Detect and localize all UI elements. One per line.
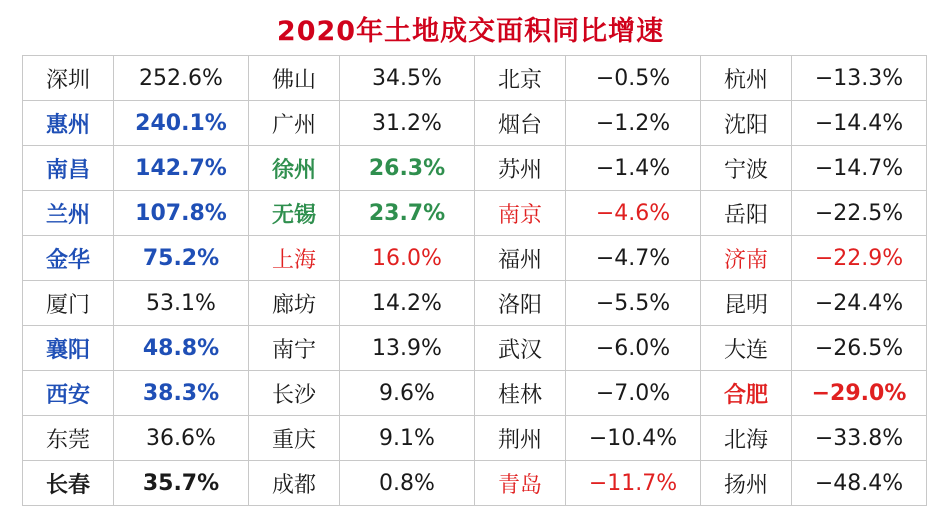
cell-growth-value: −22.5%	[792, 191, 927, 236]
cell-growth-value: −14.4%	[792, 101, 927, 146]
cell-growth-value: 142.7%	[114, 146, 249, 191]
cell-city: 东莞	[23, 416, 114, 461]
cell-growth-value: −33.8%	[792, 416, 927, 461]
cell-city: 北海	[701, 416, 792, 461]
cell-city: 武汉	[475, 326, 566, 371]
cell-city: 杭州	[701, 56, 792, 101]
table-row	[23, 236, 927, 281]
cell-city: 大连	[701, 326, 792, 371]
cell-city: 廊坊	[249, 281, 340, 326]
cell-city: 宁波	[701, 146, 792, 191]
cell-growth-value: −29.0%	[792, 371, 927, 416]
cell-growth-value: 0.8%	[340, 461, 475, 506]
table-row	[23, 281, 927, 326]
cell-city: 烟台	[475, 101, 566, 146]
cell-city: 广州	[249, 101, 340, 146]
cell-city: 苏州	[475, 146, 566, 191]
cell-city: 岳阳	[701, 191, 792, 236]
table-row	[23, 191, 927, 236]
cell-growth-value: 38.3%	[114, 371, 249, 416]
cell-city: 南宁	[249, 326, 340, 371]
cell-growth-value: 9.1%	[340, 416, 475, 461]
cell-growth-value: −48.4%	[792, 461, 927, 506]
cell-city: 扬州	[701, 461, 792, 506]
cell-city: 南昌	[23, 146, 114, 191]
cell-growth-value: 53.1%	[114, 281, 249, 326]
cell-city: 南京	[475, 191, 566, 236]
table-body	[23, 56, 927, 506]
cell-city: 合肥	[701, 371, 792, 416]
table-row	[23, 56, 927, 101]
cell-city: 洛阳	[475, 281, 566, 326]
cell-growth-value: −4.6%	[566, 191, 701, 236]
cell-city: 厦门	[23, 281, 114, 326]
cell-city: 长沙	[249, 371, 340, 416]
cell-city: 济南	[701, 236, 792, 281]
cell-growth-value: −1.2%	[566, 101, 701, 146]
cell-growth-value: 9.6%	[340, 371, 475, 416]
table-row	[23, 101, 927, 146]
cell-city: 荆州	[475, 416, 566, 461]
cell-growth-value: −22.9%	[792, 236, 927, 281]
cell-city: 福州	[475, 236, 566, 281]
table-row	[23, 326, 927, 371]
cell-growth-value: 35.7%	[114, 461, 249, 506]
cell-growth-value: 14.2%	[340, 281, 475, 326]
cell-growth-value: 240.1%	[114, 101, 249, 146]
cell-growth-value: 13.9%	[340, 326, 475, 371]
cell-growth-value: −11.7%	[566, 461, 701, 506]
cell-growth-value: 34.5%	[340, 56, 475, 101]
cell-city: 无锡	[249, 191, 340, 236]
cell-growth-value: −14.7%	[792, 146, 927, 191]
cell-city: 北京	[475, 56, 566, 101]
cell-city: 佛山	[249, 56, 340, 101]
cell-city: 重庆	[249, 416, 340, 461]
cell-growth-value: 36.6%	[114, 416, 249, 461]
cell-growth-value: −7.0%	[566, 371, 701, 416]
table-row	[23, 461, 927, 506]
cell-city: 成都	[249, 461, 340, 506]
cell-city: 长春	[23, 461, 114, 506]
cell-city: 深圳	[23, 56, 114, 101]
cell-city: 兰州	[23, 191, 114, 236]
cell-city: 惠州	[23, 101, 114, 146]
cell-growth-value: −4.7%	[566, 236, 701, 281]
cell-growth-value: 107.8%	[114, 191, 249, 236]
cell-city: 徐州	[249, 146, 340, 191]
cell-growth-value: −24.4%	[792, 281, 927, 326]
cell-growth-value: 16.0%	[340, 236, 475, 281]
cell-growth-value: 75.2%	[114, 236, 249, 281]
cell-city: 青岛	[475, 461, 566, 506]
cell-growth-value: 23.7%	[340, 191, 475, 236]
cell-city: 沈阳	[701, 101, 792, 146]
cell-growth-value: −10.4%	[566, 416, 701, 461]
cell-growth-value: −1.4%	[566, 146, 701, 191]
cell-growth-value: −13.3%	[792, 56, 927, 101]
cell-growth-value: −5.5%	[566, 281, 701, 326]
cell-growth-value: 252.6%	[114, 56, 249, 101]
cell-city: 桂林	[475, 371, 566, 416]
table-row	[23, 416, 927, 461]
page-title: 2020年土地成交面积同比增速	[276, 16, 665, 47]
table-row	[23, 146, 927, 191]
cell-growth-value: 48.8%	[114, 326, 249, 371]
cell-city: 昆明	[701, 281, 792, 326]
cell-growth-value: 31.2%	[340, 101, 475, 146]
cell-city: 金华	[23, 236, 114, 281]
table-row	[23, 371, 927, 416]
cell-growth-value: −26.5%	[792, 326, 927, 371]
table-container	[0, 55, 941, 506]
cell-city: 西安	[23, 371, 114, 416]
cell-growth-value: −6.0%	[566, 326, 701, 371]
cell-city: 上海	[249, 236, 340, 281]
cell-city: 襄阳	[23, 326, 114, 371]
cell-growth-value: 26.3%	[340, 146, 475, 191]
cell-growth-value: −0.5%	[566, 56, 701, 101]
land-transaction-growth-table	[22, 55, 927, 506]
